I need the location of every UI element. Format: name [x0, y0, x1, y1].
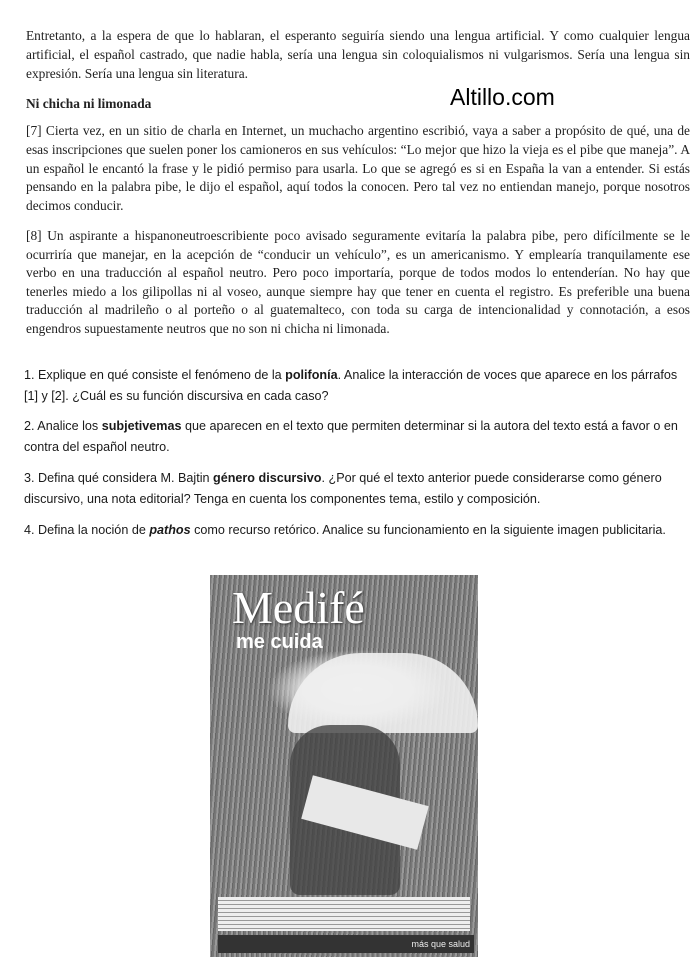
question-text: . ¿Por qué el texto anterior puede considerarse como género discursivo, una nota editorial? Tenga en cuenta los componentes tema, estilo y composición.: [24, 471, 662, 506]
question-text: 1. Explique en qué consiste el fenómeno de la: [24, 368, 286, 382]
ad-tagline: me cuida: [236, 631, 323, 653]
question-keyword: género discursivo: [213, 471, 322, 485]
paragraph-8: [8] Un aspirante a hispanoneutroescribiente poco avisado seguramente evitaría la palabra pibe, pero difícilmente se le ocurriría que manejar, en la acepción de “conducir un vehículo”, es un americanismo. Y emplearía tranquilamente ese verbo en una traducción al español neutro. Pero poco importaría, porque de todos modos lo entenderían. No hay que tenerles miedo a los gilipollas ni al voseo, aunque siempre hay que tener en cuenta el registro. Es preferible una buena traducción al madrileño o al porteño o al guatemalteco, con toda su carga de intencionalidad y connotación, a esos engendros supuestamente neutros que no son ni chicha ni limonada.: [26, 228, 690, 336]
question-keyword: polifonía: [285, 368, 338, 382]
intro-paragraph: Entretanto, a la espera de que lo hablaran, el esperanto seguiría siendo una lengua artificial. Y como cualquier lengua artificial, el español castrado, que nadie habla, sería una lengua sin coloquialismos ni vulgarismos. Sería una lengua sin expresión. Sería una lengua sin literatura.: [26, 28, 690, 81]
section-heading: Ni chicha ni limonada: [26, 96, 152, 111]
question-text: como recurso retórico. Analice su funcionamiento en la siguiente imagen publicitaria.: [190, 523, 666, 537]
advertisement-image: [210, 575, 478, 957]
question-text: 2. Analice los: [24, 419, 102, 433]
question-4: [24, 520, 692, 541]
question-text: que aparecen en el texto que permiten determinar si la autora del texto está a favor o en contra del español neutro.: [24, 419, 678, 454]
question-3: [24, 468, 692, 510]
question-1: [24, 365, 692, 407]
question-keyword: subjetivemas: [101, 419, 182, 433]
umbrella-graphic: [288, 653, 478, 733]
ad-fine-print: [218, 897, 470, 931]
ad-footer: más que salud: [218, 935, 474, 953]
question-2: [24, 416, 692, 458]
question-text: 3. Defina qué considera M. Bajtin: [24, 471, 214, 485]
ad-brand: Medifé: [232, 582, 365, 633]
question-text: 4. Defina la noción de: [24, 523, 150, 537]
paragraph-7: [7] Cierta vez, en un sitio de charla en Internet, un muchacho argentino escribió, vaya a saber a propósito de qué, una de esas inscripciones que suelen poner los camioneros en sus vehículos: “Lo mejor que hizo la vieja es el pibe que maneja”. A un español le encantó la frase y le pidió permiso para usarla. Lo que se agregó es si en España la van a entender. Si estás pensando en la palabra pibe, le dijo el español, aquí todos la conocen. Pero tal vez no entiendan manejo, porque nosotros decimos conducir.: [26, 123, 690, 214]
question-keyword: pathos: [149, 523, 191, 537]
watermark: Altillo.com: [450, 84, 555, 110]
question-text: . Analice la interacción de voces que aparece en los párrafos [1] y [2]. ¿Cuál es su función discursiva en cada caso?: [24, 368, 678, 403]
